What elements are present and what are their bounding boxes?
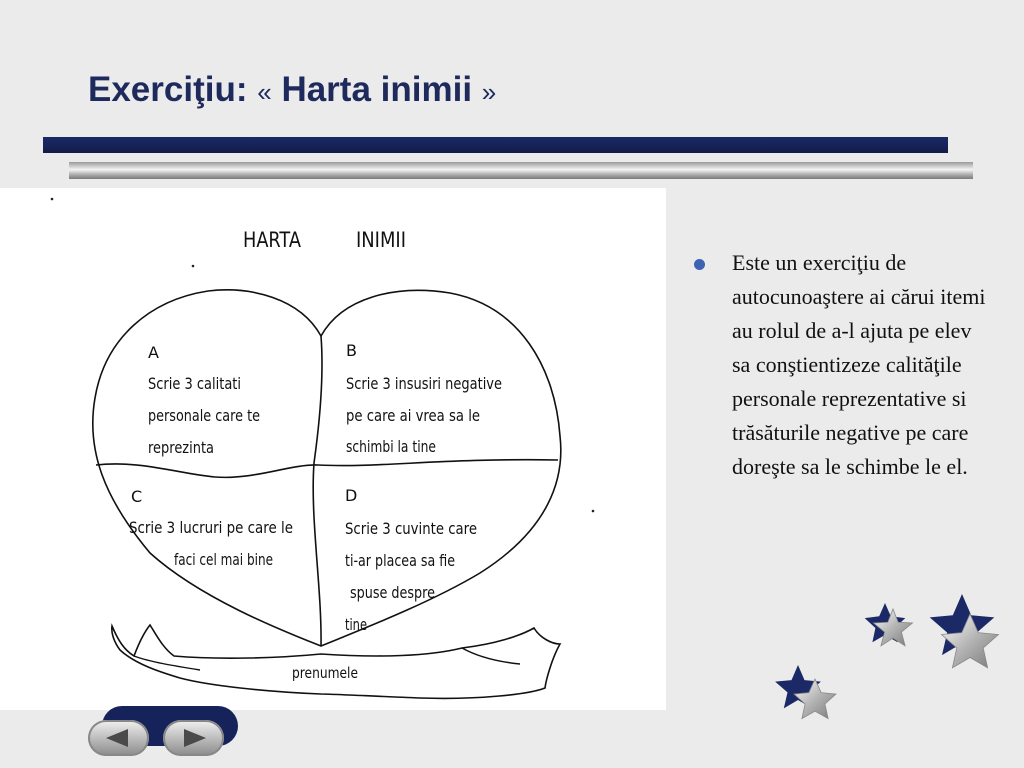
heart-map-figure — [0, 188, 666, 710]
slide-navigation — [88, 706, 238, 758]
previous-slide-icon — [88, 720, 149, 756]
previous-slide-button[interactable] — [88, 720, 149, 756]
quadrant-d-line: spuse despre — [350, 583, 435, 602]
bullet-dot-icon — [694, 259, 705, 270]
quadrant-b-line: pe care ai vrea sa le — [346, 406, 480, 425]
quadrant-a-line: reprezinta — [148, 438, 214, 457]
quadrant-d-line: tine — [345, 615, 367, 634]
bullet-item — [694, 246, 994, 484]
quadrant-a-line: Scrie 3 calitati — [148, 374, 241, 393]
heart-vertical-divider — [313, 336, 322, 646]
quadrant-d-line: ti-ar placea sa fie — [345, 551, 455, 570]
star-icon — [794, 679, 836, 719]
stray-dot — [192, 265, 195, 268]
star-icon — [874, 609, 913, 646]
quadrant-a-letter: A — [148, 343, 159, 362]
next-slide-button[interactable] — [163, 720, 224, 756]
quadrant-c-letter: C — [131, 487, 143, 506]
quadrant-d-line: Scrie 3 cuvinte care — [345, 519, 477, 538]
quadrant-b-letter: B — [346, 341, 357, 360]
slide-title — [88, 70, 496, 110]
quadrant-b-line: Scrie 3 insusiri negative — [346, 374, 502, 393]
banner-fold-left — [134, 656, 200, 670]
quadrant-c-line: faci cel mai bine — [174, 550, 273, 569]
next-slide-icon — [163, 720, 224, 756]
star-icon — [930, 594, 995, 655]
title-name: Harta inimii — [281, 70, 473, 109]
title-underline-gray — [69, 162, 973, 179]
stray-dot — [592, 510, 595, 513]
title-close-quote: » — [481, 77, 497, 107]
quadrant-b-line: schimbi la tine — [346, 437, 436, 456]
banner-fold-right — [462, 648, 520, 664]
title-open-quote: « — [257, 77, 272, 107]
star-icon — [865, 603, 906, 642]
banner-label: prenumele — [292, 664, 358, 682]
quadrant-c-line: Scrie 3 lucruri pe care le — [129, 518, 293, 537]
quadrant-a-line: personale care te — [148, 406, 260, 425]
star-icon — [942, 614, 999, 668]
star-icon — [775, 665, 821, 708]
heading-harta: HARTA — [243, 228, 302, 252]
stray-dot — [51, 198, 54, 201]
name-banner — [112, 625, 560, 698]
bullet-text: Este un exerciţiu de autocunoaştere ai cărui itemi au rolul de a-l ajuta pe elev sa conştientizeze calităţile personale reprezentative si trăsăturile negative pe care doreşte sa le schimbe le el. — [732, 250, 986, 479]
heading-inimii: INIMII — [356, 228, 406, 252]
quadrant-d-letter: D — [345, 486, 358, 505]
title-main: Exerciţiu: — [88, 70, 248, 109]
heart-horizontal-divider — [96, 460, 558, 478]
title-underline-navy — [43, 137, 948, 153]
heart-map-drawing — [0, 188, 666, 710]
